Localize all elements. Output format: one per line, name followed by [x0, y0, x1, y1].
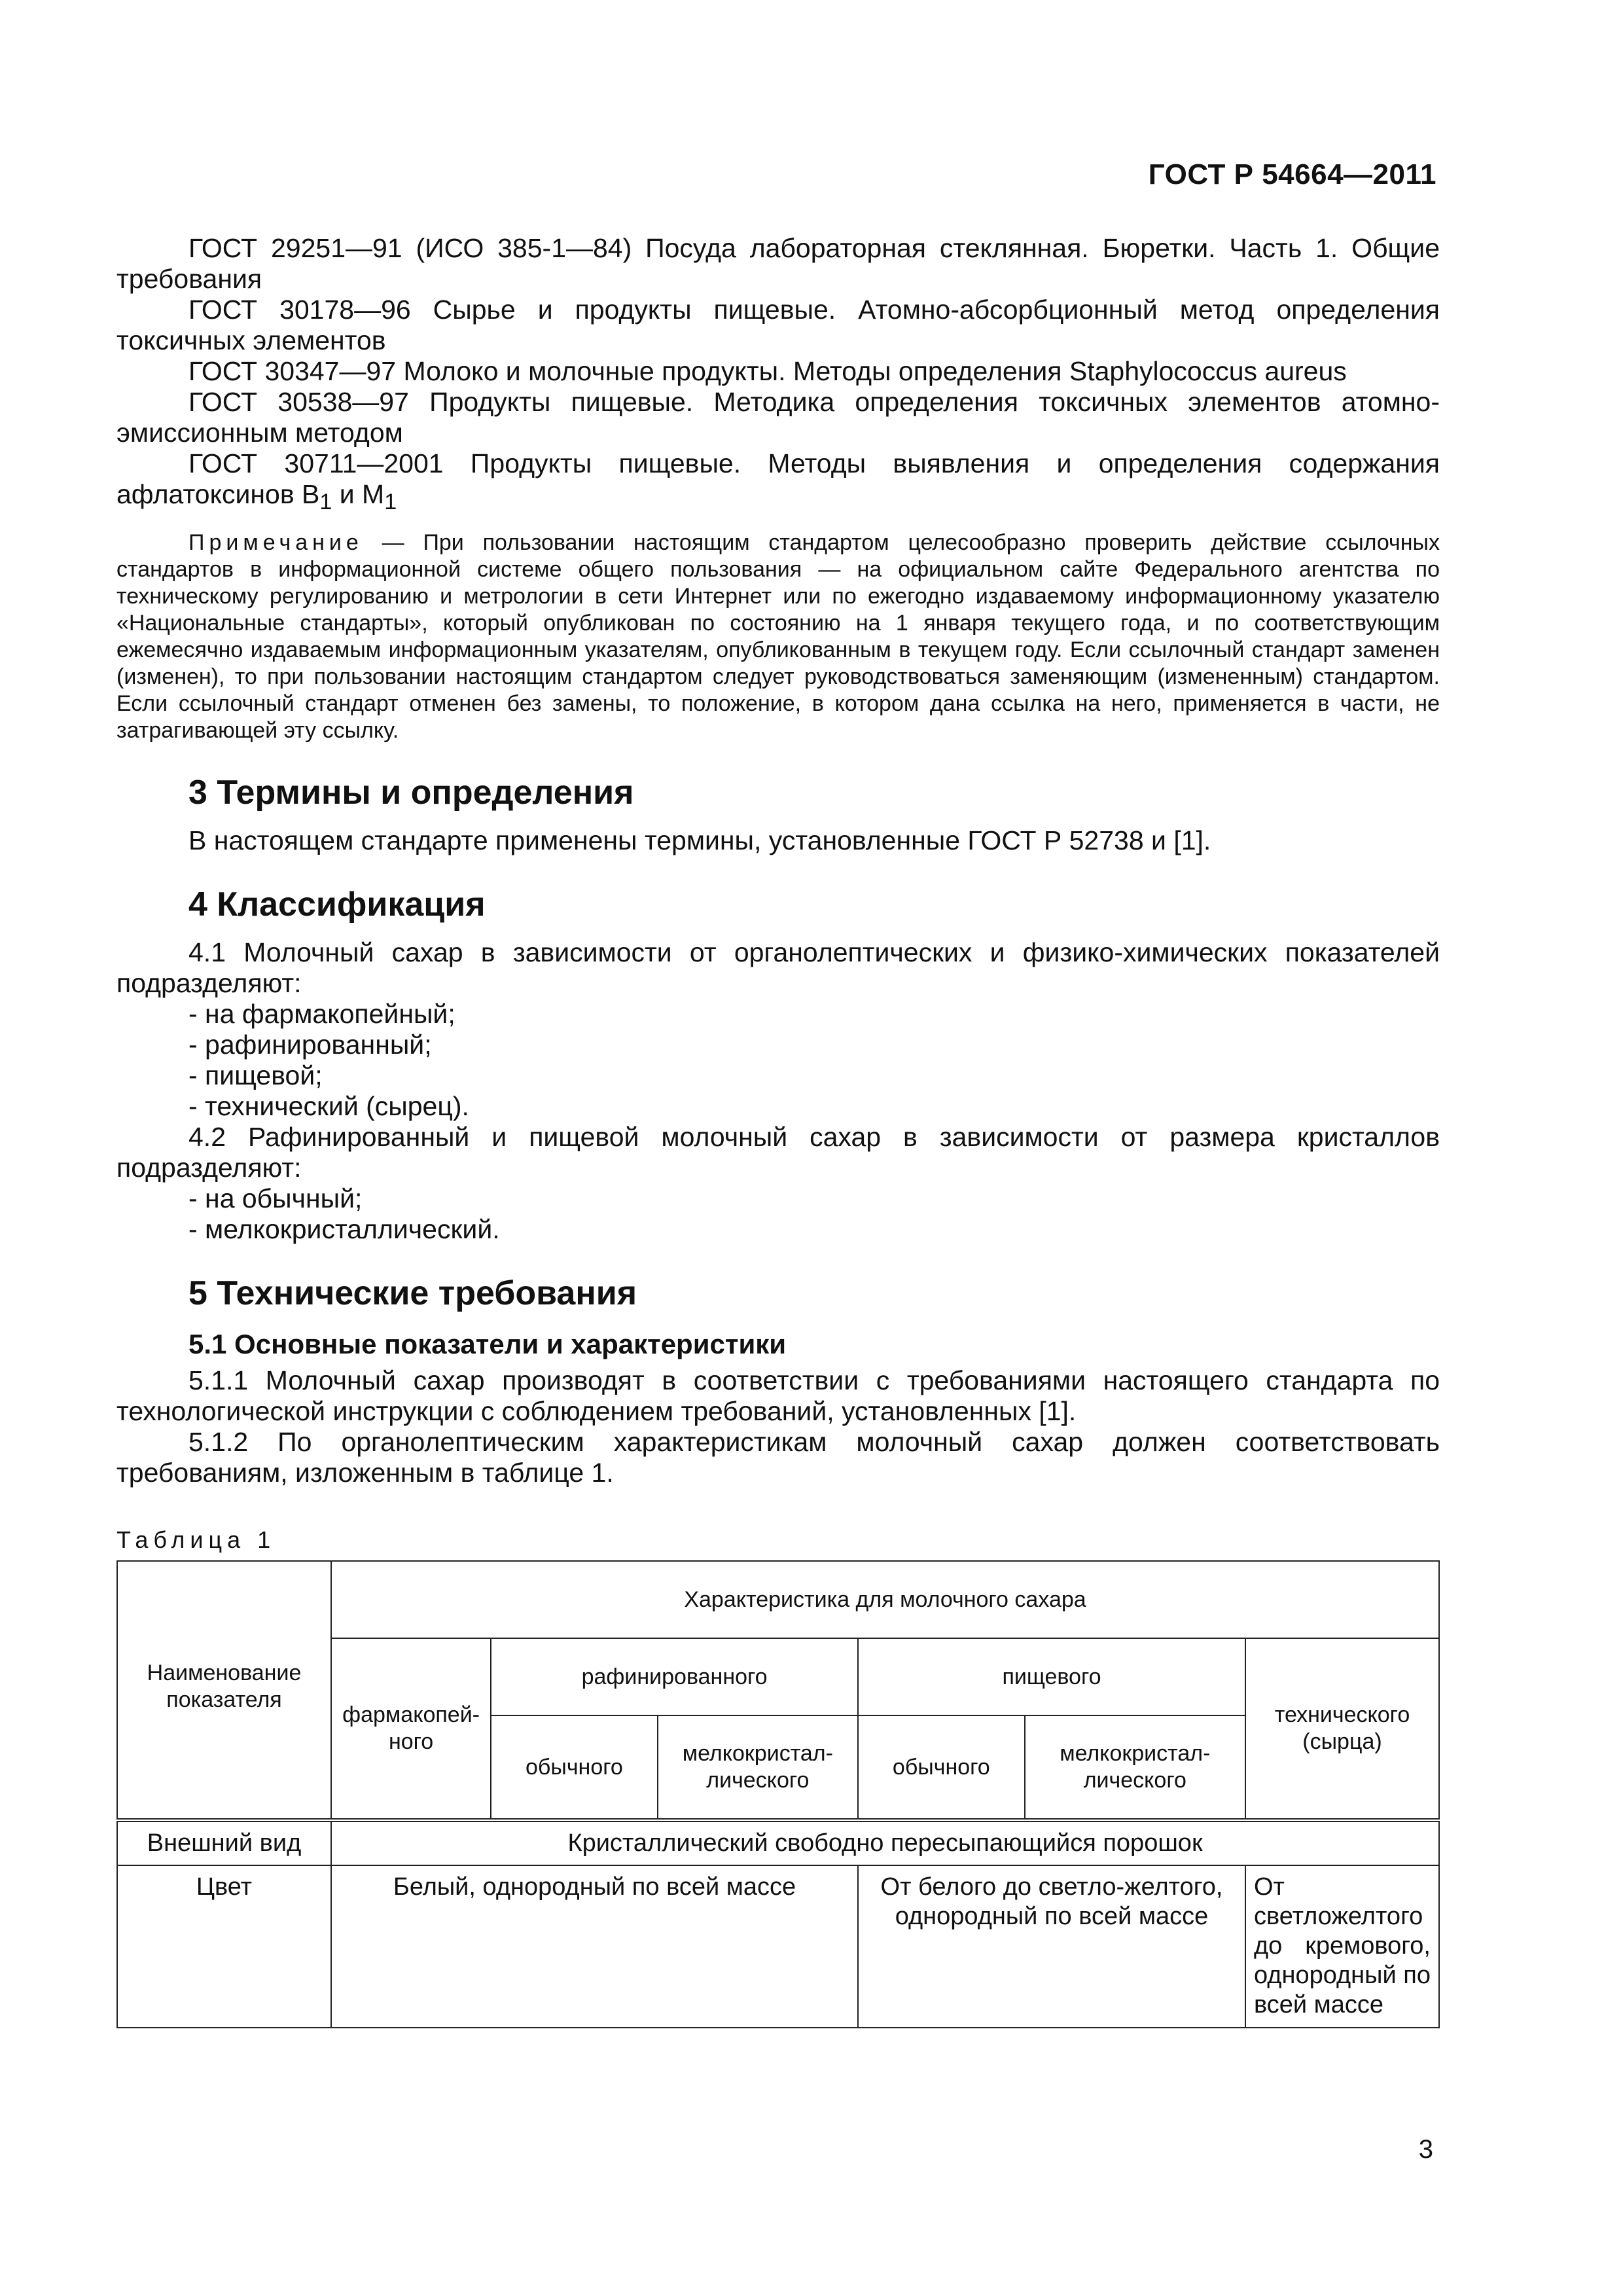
reference-item: ГОСТ 30538—97 Продукты пищевые. Методика определения токсичных элементов атомно-эмиссионным методом: [116, 387, 1440, 448]
section-3-title: 3 Термины и определения: [188, 774, 634, 812]
clause-5-1-2: 5.1.2 По органолептическим характеристикам молочный сахар должен соответствовать требованиям, изложенным в таблице 1.: [116, 1427, 1440, 1488]
section-4-title: 4 Классификация: [188, 886, 486, 924]
table-1: [116, 1560, 1440, 2028]
list-item: - на фармакопейный;: [188, 999, 1440, 1030]
reference-item: ГОСТ 29251—91 (ИСО 385-1—84) Посуда лабораторная стеклянная. Бюретки. Часть 1. Общие требования: [116, 233, 1440, 294]
row-value: Кристаллический свободно пересыпающийся порошок: [331, 1820, 1439, 1865]
list-item: - технический (сырец).: [188, 1091, 1440, 1122]
table-caption: Таблица 1: [116, 1526, 276, 1554]
reference-item: [116, 448, 1440, 518]
header-refined-ordinary: обычного: [491, 1715, 658, 1820]
section-3-text: В настоящем стандарте применены термины, установленные ГОСТ Р 52738 и [1].: [188, 825, 1211, 856]
clause-5-1-1: 5.1.1 Молочный сахар производят в соответствии с требованиями настоящего стандарта по технологической инструкции с соблюдением требований, установленных [1].: [116, 1365, 1440, 1427]
header-food-fine: мелкокристал-лического: [1025, 1715, 1245, 1820]
clause-4-1: 4.1 Молочный сахар в зависимости от органолептических и физико-химических показателей подразделяют:: [116, 937, 1440, 999]
page-number: 3: [1418, 2135, 1433, 2164]
header-refined-fine: мелкокристал-лического: [658, 1715, 858, 1820]
row-value: От светложелтого до кремового, однородный по всей массе: [1245, 1865, 1439, 2028]
header-indicator-name: Наименование показателя: [117, 1561, 331, 1820]
table-row: [117, 1865, 1439, 2028]
classification-list: [116, 999, 1440, 1122]
header-pharmacopoeia: фармакопей-ного: [331, 1638, 491, 1820]
header-technical: технического (сырца): [1245, 1638, 1439, 1820]
subsection-5-1-title: 5.1 Основные показатели и характеристики: [188, 1329, 787, 1360]
list-item: - на обычный;: [188, 1183, 1440, 1214]
table-header-row: [117, 1561, 1439, 1638]
list-item: - пищевой;: [188, 1060, 1440, 1091]
document-body: [116, 233, 1440, 2028]
reference-text-mid: и M: [332, 479, 385, 509]
header-characteristic-group: Характеристика для молочного сахара: [331, 1561, 1439, 1638]
row-value: От белого до светло-желтого, однородный по всей массе: [858, 1865, 1245, 2028]
row-name: Внешний вид: [117, 1820, 331, 1865]
note-text: — При пользовании настоящим стандартом целесообразно проверить действие ссылочных стандартов в информационной системе общего пользования — на официальном сайте Федерального агентства по техническому регулированию и метрологии в сети Интернет или по ежегодно издаваемому информационному указателю «Национальные стандарты», который опубликован по состоянию на 1 января текущего года, и по соответствующим ежемесячно издаваемым информационным указателям, опубликованным в текущем году. Если ссылочный стандарт заменен (изменен), то при пользовании настоящим стандартом следует руководствоваться заменяющим (измененным) стандартом. Если ссылочный стандарт отменен без замены, то положение, в котором дана ссылка на него, применяется в части, не затрагивающей эту ссылку.: [116, 530, 1440, 744]
list-item: - мелкокристаллический.: [188, 1214, 1440, 1245]
row-name: Цвет: [117, 1865, 331, 2028]
note-paragraph: [116, 529, 1440, 744]
clause-4-2: 4.2 Рафинированный и пищевой молочный сахар в зависимости от размера кристаллов подразделяют:: [116, 1122, 1440, 1183]
reference-item: ГОСТ 30347—97 Молоко и молочные продукты. Методы определения Staphylococcus aureus: [188, 356, 1347, 386]
header-refined: рафинированного: [491, 1638, 858, 1715]
table-row: [117, 1820, 1439, 1865]
note-label: Примечание: [188, 530, 363, 556]
header-food: пищевого: [858, 1638, 1245, 1715]
row-value: Белый, однородный по всей массе: [331, 1865, 858, 2028]
list-item: - рафинированный;: [188, 1030, 1440, 1060]
crystal-size-list: [116, 1183, 1440, 1245]
subscript: 1: [384, 490, 397, 515]
standard-code-header: ГОСТ Р 54664—2011: [1148, 158, 1436, 190]
subscript: 1: [319, 490, 332, 515]
reference-item: ГОСТ 30178—96 Сырье и продукты пищевые. Атомно-абсорбционный метод определения токсичных элементов: [116, 295, 1440, 355]
section-5-title: 5 Технические требования: [188, 1274, 637, 1313]
header-food-ordinary: обычного: [858, 1715, 1025, 1820]
reference-text: ГОСТ 30711—2001 Продукты пищевые. Методы выявления и определения содержания афлатоксинов B: [116, 448, 1440, 509]
